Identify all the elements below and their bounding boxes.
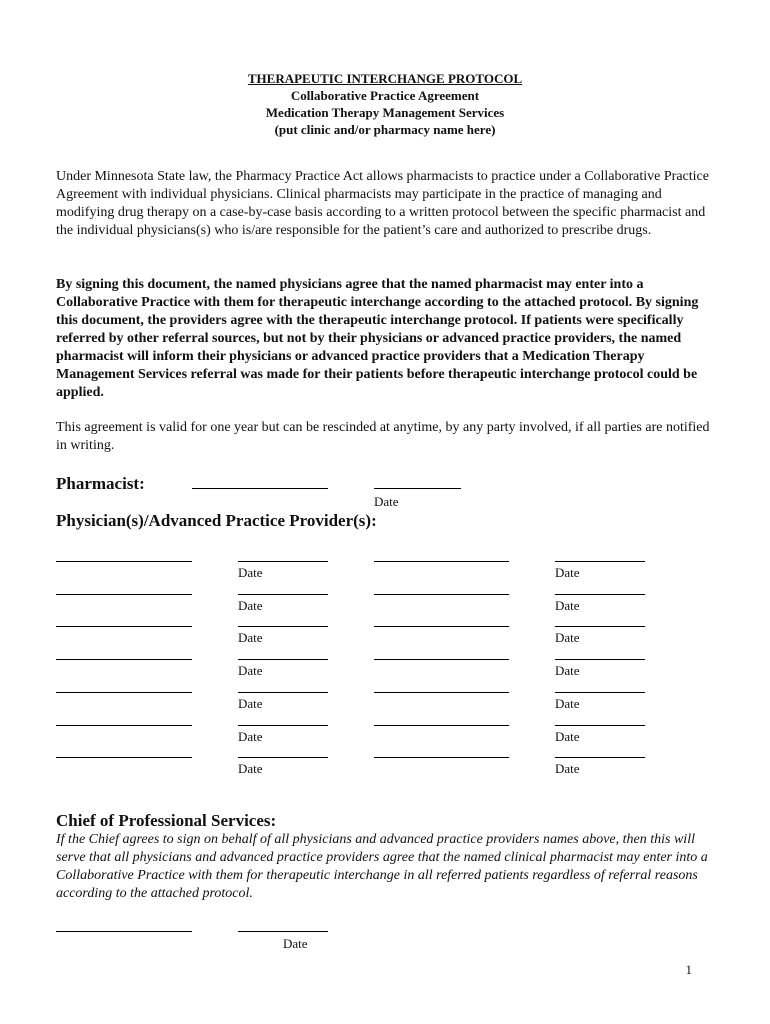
physician-date-line-b[interactable] — [555, 659, 645, 660]
document-subtitle-2: Medication Therapy Management Services — [265, 105, 505, 120]
physician-date-label: Date — [555, 729, 580, 744]
physician-date-label: Date — [238, 630, 263, 645]
physician-signature-line-a[interactable] — [56, 561, 192, 562]
physician-date-label: Date — [555, 663, 580, 678]
physician-signature-line-a[interactable] — [56, 692, 192, 693]
physician-signature-line-a[interactable] — [56, 725, 192, 726]
chief-signature-line[interactable] — [56, 931, 192, 932]
physician-date-line-b[interactable] — [555, 725, 645, 726]
physician-signature-line-b[interactable] — [374, 594, 509, 595]
physician-signature-line-a[interactable] — [56, 626, 192, 627]
physician-signature-line-a[interactable] — [56, 757, 192, 758]
physician-signature-line-b[interactable] — [374, 692, 509, 693]
pharmacist-date-label: Date — [374, 494, 399, 509]
physician-date-label: Date — [238, 696, 263, 711]
physician-date-line-b[interactable] — [555, 561, 645, 562]
chief-description: If the Chief agrees to sign on behalf of all physicians and advanced practice providers names above, then this will serve that all physicians and advanced practice providers agree that the named clinical pharmacist may enter into a Collaborative Practice with them for therapeutic interchange in all referred patients regardless of referral reasons according to the attached protocol. — [56, 832, 708, 901]
pharmacist-label: Pharmacist: — [56, 474, 145, 493]
physician-date-label: Date — [555, 761, 580, 776]
physician-signature-line-b[interactable] — [374, 757, 509, 758]
physician-date-label: Date — [238, 598, 263, 613]
physician-date-line-b[interactable] — [555, 594, 645, 595]
physician-date-line-b[interactable] — [555, 757, 645, 758]
intro-paragraph: Under Minnesota State law, the Pharmacy Practice Act allows pharmacists to practice under a Collaborative Practice Agreement with individual physicians. Clinical pharmacists may participate in the practice of managing and modifying drug therapy on a case-by-case basis according to a written protocol between the specific pharmacist and the individual physicians(s) who is/are responsible for the patient’s care and authorized to prescribe drugs. — [56, 169, 709, 238]
physician-date-line-a[interactable] — [238, 757, 328, 758]
agreement-paragraph: By signing this document, the named physicians agree that the named pharmacist may enter into a Collaborative Practice with them for therapeutic interchange according to the attached protocol. By signing this document, the providers agree with the therapeutic interchange protocol. If patients were specifically referred by other referral sources, but not by their physicians or advanced practice providers, the named pharmacist will inform their physicians or advanced practice providers that a Medication Therapy Management Services referral was made for their patients before therapeutic interchange protocol could be applied. — [56, 277, 699, 400]
physician-date-label: Date — [238, 565, 263, 580]
physician-signature-line-a[interactable] — [56, 659, 192, 660]
chief-label: Chief of Professional Services: — [56, 811, 277, 830]
physician-date-label: Date — [555, 565, 580, 580]
physician-date-label: Date — [555, 696, 580, 711]
document-subtitle-1: Collaborative Practice Agreement — [290, 88, 480, 103]
physician-date-line-a[interactable] — [238, 561, 328, 562]
physician-signature-line-b[interactable] — [374, 659, 509, 660]
physician-date-label: Date — [555, 598, 580, 613]
physician-date-line-b[interactable] — [555, 626, 645, 627]
physician-date-label: Date — [238, 663, 263, 678]
chief-date-label: Date — [283, 936, 308, 951]
physician-signature-line-a[interactable] — [56, 594, 192, 595]
physician-date-label: Date — [555, 630, 580, 645]
physician-date-label: Date — [238, 761, 263, 776]
physician-date-line-a[interactable] — [238, 626, 328, 627]
validity-paragraph: This agreement is valid for one year but can be rescinded at anytime, by any party involved, if all parties are notified in writing. — [56, 420, 710, 453]
chief-date-line[interactable] — [238, 931, 328, 932]
physician-date-line-a[interactable] — [238, 594, 328, 595]
document-subtitle-3: (put clinic and/or pharmacy name here) — [274, 122, 496, 137]
document-header — [0, 70, 770, 138]
physician-date-line-a[interactable] — [238, 725, 328, 726]
physician-signature-line-b[interactable] — [374, 626, 509, 627]
physician-signature-line-b[interactable] — [374, 561, 509, 562]
pharmacist-date-line[interactable] — [374, 488, 461, 489]
physicians-label: Physician(s)/Advanced Practice Provider(s): — [56, 511, 377, 530]
physician-date-label: Date — [238, 729, 263, 744]
document-title: THERAPEUTIC INTERCHANGE PROTOCOL — [247, 71, 523, 86]
physician-date-line-a[interactable] — [238, 692, 328, 693]
physician-signature-line-b[interactable] — [374, 725, 509, 726]
physician-date-line-a[interactable] — [238, 659, 328, 660]
pharmacist-signature-line[interactable] — [192, 488, 328, 489]
page-number: 1 — [685, 962, 692, 977]
physician-date-line-b[interactable] — [555, 692, 645, 693]
